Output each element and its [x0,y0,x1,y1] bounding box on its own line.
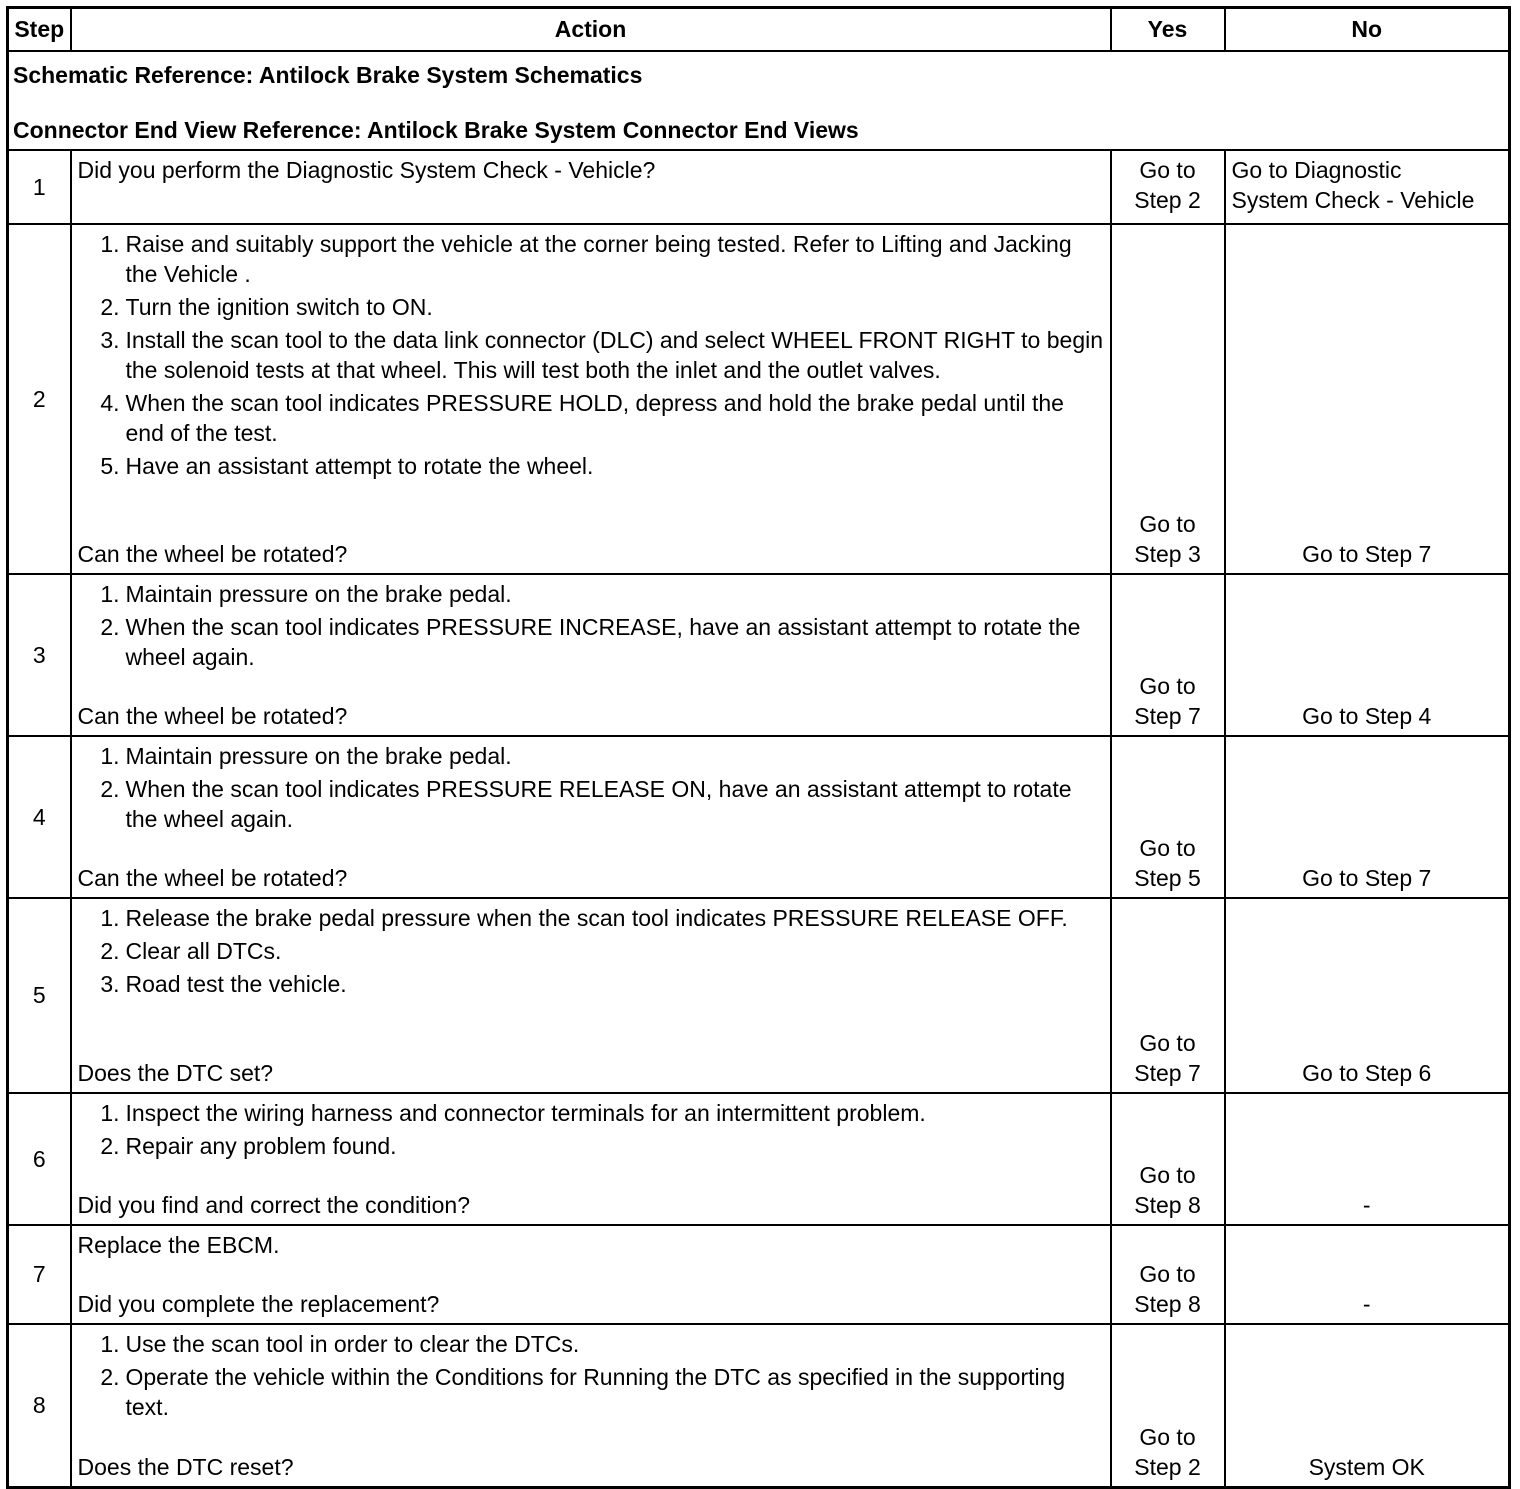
action-question: Does the DTC reset? [77,1453,294,1480]
yes-text: Step 5 [1134,864,1201,891]
action-cell [71,736,1111,898]
schematic-reference: Schematic Reference: Antilock Brake System Schematics [13,61,643,88]
no-text: Go to Step 4 [1302,702,1432,729]
list-item [78,1098,1106,1128]
yes-text: Go to [1139,834,1196,861]
yes-text: Go to [1139,1029,1196,1056]
header-yes: Yes [1111,8,1225,51]
list-item [78,229,1106,289]
action-cell [71,898,1111,1093]
step-number: 4 [8,736,71,898]
action-question: Did you complete the replacement? [77,1290,440,1317]
table-row [8,224,1510,574]
list-item-text: Have an assistant attempt to rotate the wheel. [125,452,594,479]
action-steps-list [78,741,1106,834]
no-text: Go to Step 7 [1302,540,1432,567]
yes-cell [1111,1093,1225,1225]
no-text: - [1362,1290,1371,1317]
list-item [78,774,1106,834]
yes-text: Step 3 [1134,540,1201,567]
list-item [78,388,1106,448]
list-item [78,936,1106,966]
action-question: Can the wheel be rotated? [77,540,348,567]
table-row [8,574,1510,736]
list-item-number: 1. [100,1099,120,1126]
connector-reference: Connector End View Reference: Antilock Brake System Connector End Views [13,116,859,143]
action-cell [71,150,1111,224]
yes-text: Step 8 [1134,1290,1201,1317]
list-item-number: 1. [100,1330,120,1357]
action-cell [71,574,1111,736]
yes-text: Step 8 [1134,1191,1201,1218]
list-item [78,741,1106,771]
list-item-number: 2. [100,937,120,964]
list-item-text: Release the brake pedal pressure when the scan tool indicates PRESSURE RELEASE OFF. [125,904,1068,931]
action-cell [71,224,1111,574]
step-number: 5 [8,898,71,1093]
no-text: Go to Step 7 [1302,864,1432,891]
list-item-number: 5. [100,452,120,479]
list-item-number: 2. [100,293,120,320]
list-item-text: Maintain pressure on the brake pedal. [125,580,512,607]
no-cell [1225,574,1510,736]
yes-text: Step 2 [1134,186,1201,213]
action-cell [71,1324,1111,1488]
step-number: 1 [8,150,71,224]
list-item-number: 2. [100,613,120,640]
no-text: - [1362,1191,1371,1218]
header-no: No [1225,8,1510,51]
list-item-number: 1. [100,580,120,607]
list-item [78,969,1106,999]
list-item-text: Inspect the wiring harness and connector terminals for an intermittent problem. [125,1099,926,1126]
list-item [78,1131,1106,1161]
step-number: 7 [8,1225,71,1324]
list-item-text: When the scan tool indicates PRESSURE INCREASE, have an assistant attempt to rotate the wheel again. [125,613,1081,670]
diagnostic-table [6,6,1511,1489]
action-text: Replace the EBCM. [77,1231,280,1258]
list-item [78,1362,1106,1422]
list-item-number: 4. [100,389,120,416]
list-item-number: 2. [100,1132,120,1159]
list-item-text: Clear all DTCs. [125,937,282,964]
list-item [78,612,1106,672]
yes-text: Go to [1139,1423,1196,1450]
list-item-number: 1. [100,904,120,931]
yes-cell [1111,574,1225,736]
list-item-text: Road test the vehicle. [125,970,347,997]
list-item-text: Repair any problem found. [125,1132,397,1159]
action-question: Can the wheel be rotated? [77,864,348,891]
table-row [8,736,1510,898]
list-item-text: Use the scan tool in order to clear the DTCs. [125,1330,580,1357]
list-item-text: Raise and suitably support the vehicle at the corner being tested. Refer to Lifting and Jacking the Vehicle . [125,230,1072,287]
no-text: Go to Diagnostic [1231,156,1402,183]
yes-text: Go to [1139,156,1196,183]
table-row [8,1225,1510,1324]
list-item [78,1329,1106,1359]
action-cell [71,1225,1111,1324]
action-text: Did you perform the Diagnostic System Check - Vehicle? [77,156,656,183]
no-text: System OK [1308,1453,1425,1480]
yes-text: Go to [1139,1260,1196,1287]
list-item-text: Maintain pressure on the brake pedal. [125,742,512,769]
yes-cell [1111,898,1225,1093]
yes-text: Go to [1139,672,1196,699]
action-steps-list [78,1098,1106,1161]
table-row [8,1324,1510,1488]
action-question: Does the DTC set? [77,1059,274,1086]
list-item [78,325,1106,385]
action-steps-list [78,903,1106,999]
list-item-text: Install the scan tool to the data link connector (DLC) and select WHEEL FRONT RIGHT to begin the solenoid tests at that wheel. This will test both the inlet and the outlet valves. [125,326,1104,383]
list-item-text: When the scan tool indicates PRESSURE HOLD, depress and hold the brake pedal until the end of the test. [125,389,1064,446]
yes-cell [1111,736,1225,898]
reference-cell [8,51,1510,150]
reference-row [8,51,1510,150]
action-steps-list [78,1329,1106,1422]
list-item [78,579,1106,609]
step-number: 3 [8,574,71,736]
list-item-number: 1. [100,230,120,257]
header-row [8,8,1510,51]
no-cell [1225,1324,1510,1488]
action-question: Did you find and correct the condition? [77,1191,471,1218]
no-text: Go to Step 6 [1302,1059,1432,1086]
list-item [78,292,1106,322]
table-row [8,150,1510,224]
yes-text: Step 7 [1134,1059,1201,1086]
yes-cell [1111,1324,1225,1488]
no-cell [1225,224,1510,574]
no-cell [1225,898,1510,1093]
action-steps-list [78,579,1106,672]
action-question: Can the wheel be rotated? [77,702,348,729]
yes-text: Go to [1139,1161,1196,1188]
list-item [78,903,1106,933]
no-cell [1225,736,1510,898]
header-action: Action [71,8,1111,51]
list-item [78,451,1106,481]
list-item-number: 1. [100,742,120,769]
yes-text: Step 2 [1134,1453,1201,1480]
yes-cell [1111,150,1225,224]
list-item-number: 2. [100,1363,120,1390]
header-step: Step [8,8,71,51]
step-number: 8 [8,1324,71,1488]
step-number: 2 [8,224,71,574]
list-item-number: 3. [100,970,120,997]
step-number: 6 [8,1093,71,1225]
yes-cell [1111,1225,1225,1324]
no-cell [1225,150,1510,224]
list-item-number: 3. [100,326,120,353]
no-text: System Check - Vehicle [1231,186,1475,213]
yes-text: Step 7 [1134,702,1201,729]
list-item-text: Turn the ignition switch to ON. [125,293,433,320]
action-steps-list [78,229,1106,481]
action-cell [71,1093,1111,1225]
list-item-text: When the scan tool indicates PRESSURE RELEASE ON, have an assistant attempt to rotate the wheel again. [125,775,1072,832]
list-item-text: Operate the vehicle within the Conditions for Running the DTC as specified in the supporting text. [125,1363,1066,1420]
no-cell [1225,1093,1510,1225]
yes-cell [1111,224,1225,574]
no-cell [1225,1225,1510,1324]
table-row [8,1093,1510,1225]
list-item-number: 2. [100,775,120,802]
yes-text: Go to [1139,510,1196,537]
table-row [8,898,1510,1093]
